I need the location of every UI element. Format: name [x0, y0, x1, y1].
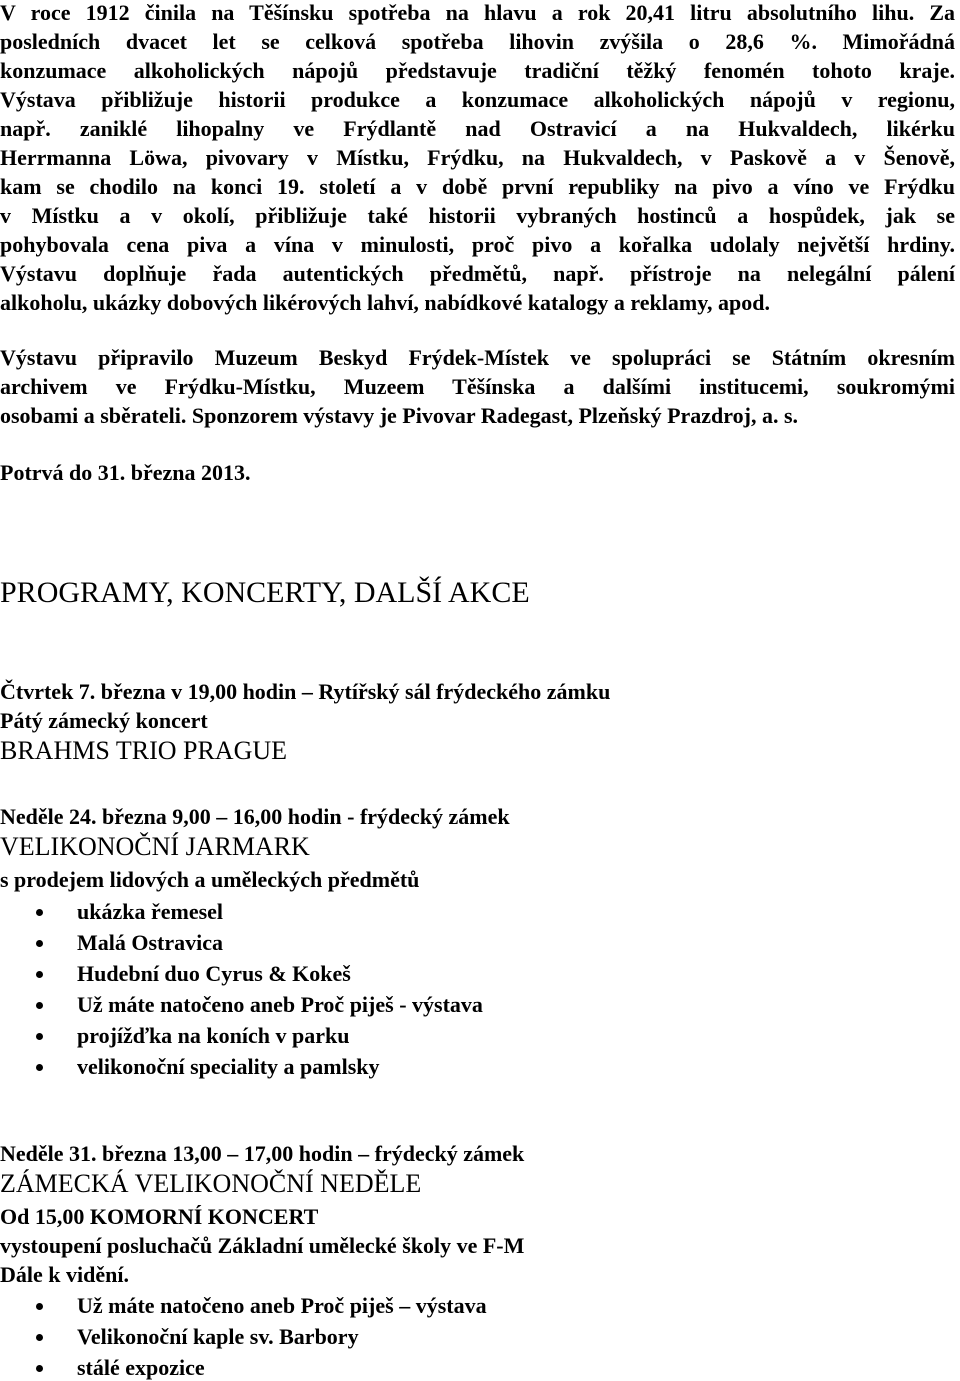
- bullet-icon: [36, 1002, 43, 1009]
- paragraph-line: alkoholu, ukázky dobových likérových lahví, nabídkové katalogy a reklamy, apod.: [0, 290, 770, 315]
- bullet-icon: [36, 1303, 43, 1310]
- list-item-label: Hudební duo Cyrus & Kokeš: [77, 961, 351, 986]
- list-item-label: velikonoční speciality a pamlsky: [77, 1054, 380, 1079]
- list-item-label: stálé expozice: [77, 1355, 205, 1380]
- event-title: VELIKONOČNÍ JARMARK: [0, 832, 310, 861]
- paragraph-line: v Místku a v okolí, přibližuje také historii vybraných hostinců a hospůdek, jak se: [0, 203, 955, 228]
- list-item-label: Malá Ostravica: [77, 930, 224, 955]
- paragraph-line: Herrmanna Löwa, pivovary v Místku, Frýdku, na Hukvaldech, v Paskově a v Šenově,: [0, 145, 955, 170]
- event-title: ZÁMECKÁ VELIKONOČNÍ NEDĚLE: [0, 1169, 422, 1198]
- event-title: BRAHMS TRIO PRAGUE: [0, 736, 288, 765]
- paragraph-line: Výstavu doplňuje řada autentických předmětů, např. přístroje na nelegální pálení: [0, 261, 955, 286]
- event-date-line: Neděle 24. března 9,00 – 16,00 hodin - frýdecký zámek: [0, 804, 510, 829]
- list-item-label: Už máte natočeno aneb Proč piješ – výstava: [77, 1293, 487, 1318]
- event-performance: vystoupení posluchačů Základní umělecké školy ve F-M: [0, 1233, 525, 1258]
- bullet-icon: [36, 909, 43, 916]
- paragraph-line: archivem ve Frýdku-Místku, Muzeem Těšínska a dalšími institucemi, soukromými: [0, 374, 955, 399]
- bullet-icon: [36, 940, 43, 947]
- paragraph-line: pohybovala cena piva a vína v minulosti, proč pivo a kořalka udolaly největší hrdiny.: [0, 232, 955, 257]
- event-concert: Od 15,00 KOMORNÍ KONCERT: [0, 1204, 319, 1229]
- event-date-line: Čtvrtek 7. března v 19,00 hodin – Rytířský sál frýdeckého zámku: [0, 679, 611, 704]
- paragraph-line: např. zaniklé lihopalny ve Frýdlantě nad Ostravicí a na Hukvaldech, likérku: [0, 116, 955, 141]
- event-subtitle: Pátý zámecký koncert: [0, 708, 208, 733]
- list-item-label: projížďka na koních v parku: [77, 1023, 350, 1048]
- event-subtitle: s prodejem lidových a uměleckých předmětů: [0, 867, 420, 892]
- event-more: Dále k vidění.: [0, 1262, 129, 1287]
- paragraph-line: V roce 1912 činila na Těšínsku spotřeba na hlavu a rok 20,41 litru absolutního lihu. Za: [0, 0, 955, 25]
- bullet-icon: [36, 1033, 43, 1040]
- bullet-icon: [36, 971, 43, 978]
- list-item-label: Velikonoční kaple sv. Barbory: [77, 1324, 359, 1349]
- paragraph-line: Výstava přibližuje historii produkce a konzumace alkoholických nápojů v regionu,: [0, 87, 955, 112]
- paragraph-line: osobami a sběrateli. Sponzorem výstavy je Pivovar Radegast, Plzeňský Prazdroj, a. s.: [0, 403, 799, 428]
- paragraph-line: Výstavu připravilo Muzeum Beskyd Frýdek-Místek ve spolupráci se Státním okresním: [0, 345, 955, 370]
- bullet-icon: [36, 1064, 43, 1071]
- event-date-line: Neděle 31. března 13,00 – 17,00 hodin – frýdecký zámek: [0, 1141, 525, 1166]
- bullet-icon: [36, 1365, 43, 1372]
- paragraph-line: posledních dvacet let se celková spotřeba lihovin zvýšila o 28,6 %. Mimořádná: [0, 29, 955, 54]
- paragraph-line: kam se chodilo na konci 19. století a v době první republiky na pivo a víno ve Frýdku: [0, 174, 955, 199]
- list-item-label: Už máte natočeno aneb Proč piješ - výstava: [77, 992, 483, 1017]
- paragraph-line: konzumace alkoholických nápojů představuje tradiční těžký fenomén tohoto kraje.: [0, 58, 955, 83]
- list-item-label: ukázka řemesel: [77, 899, 224, 924]
- section-heading: PROGRAMY, KONCERTY, DALŠÍ AKCE: [0, 576, 530, 609]
- exhibition-duration: Potrvá do 31. března 2013.: [0, 460, 251, 485]
- bullet-icon: [36, 1334, 43, 1341]
